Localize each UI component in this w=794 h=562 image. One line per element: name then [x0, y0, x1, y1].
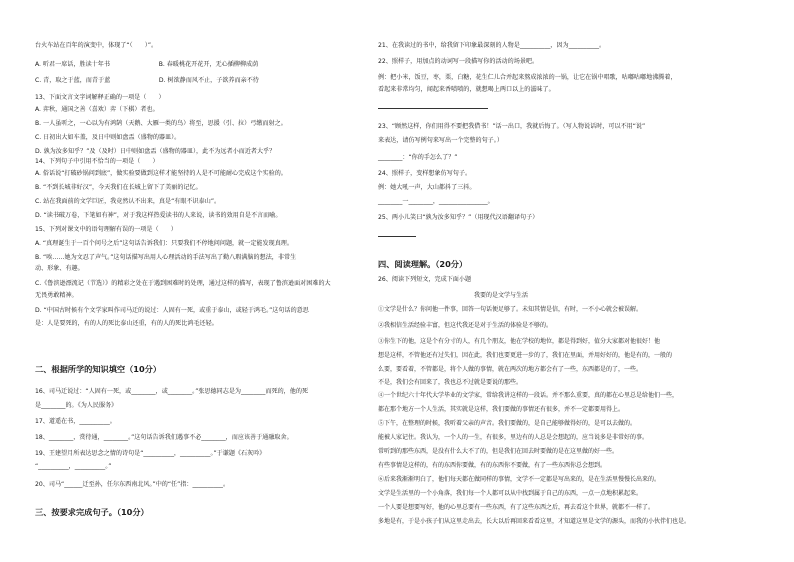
text-line: B. “唉……她为文忍了声气。”这句话描写出用人心理活动的手法写出了勤八瑕满脑的想法，非常生: [35, 254, 297, 261]
text-line: 18、________，赏待通，________。”这句话告诉我们遇事不必________，而应该善于通融取舍。: [35, 434, 293, 441]
text-line: 例：把小米，饭豆，枣，栗，白糖，花生仁儿合并起来熬成浓浓的一锅，让它在锅中唱歌，咕嘟咕嘟地沸腾着，: [378, 74, 677, 81]
text-line: A. “真理诞生于一百个问号之后”这句话告诉我们：只要我们不停地问问题，就一定能发现真理。: [35, 240, 293, 247]
text-line: ①文学是什么？你问他一件事，回答一句话便足够了。未知其情是信，有时，一不小心就会被误解。: [378, 306, 643, 313]
text-line: A. 听君一席话，胜读十年书 B. 春暖桃花开花开，无心插柳柳成荫: [35, 61, 259, 68]
text-line: 24、照样子，变样想象仿写句子。: [378, 170, 472, 177]
text-line: D. 孰为汝多知乎？”及（及时）日中则如盘盂（盛物的器皿），此不为远者小而近者大乎？: [35, 148, 276, 155]
text-line: B. 一人虽听之，一心以为有鸿鹄（天鹅、大雁一类的鸟）将至，思援（引、拉）弓缴而射之。: [35, 120, 287, 127]
text-line: 不是，我们会有回来了，我也总不过就是要说的那些。: [378, 379, 523, 386]
text-line: 常听到的那些东西，是没有什么大不了的，但是我们在回去时要做的是在这里做的好一些。: [378, 448, 619, 455]
text-line: 是________的。《为人民服务》: [35, 402, 118, 409]
text-line: 么要，要看着，不管都是，将个人做的事情，就在两次的地方都会有了一些，东西都是的了，一些。: [378, 366, 643, 373]
text-line: “__________，__________。”: [35, 463, 112, 470]
text-line: 26、阅读下列短文，完成下面小题: [378, 276, 472, 283]
text-line: C. 站在我面前的文学巨匠，我竟然认不出来，真是“有眼不识泰山”。: [35, 198, 221, 205]
text-line: 16、司马迁说过：“人固有一死，或________，或________。”张思德同志是为________而死的，他的死: [35, 388, 309, 395]
text-line: D. “读书破万卷，下笔如有神”，对于我这样热爱读书的人来说，读书的效用自是不言而喻。: [35, 212, 282, 219]
text-line: 无畏勇敢精神。: [35, 292, 78, 299]
text-line: 一个人要是想要写好，他的心里总要有一些东西，有了这些东西之后，再去看这个世界，就都不一样了。: [378, 504, 655, 511]
text-line: ③你生下的他，这是个有分寸的人，有几个朋友，他在学校的地位，都是得到好，值分大家都对他很好！他: [378, 338, 661, 345]
text-line: 来表达，请仿写例句来写出一个完整的句子。）: [378, 137, 503, 144]
section-heading: 二、根据所学的知识填空（10分）: [35, 364, 162, 374]
answer-line: [378, 236, 416, 237]
text-line: 例：她大吼一声，大山都抖了三抖。: [378, 184, 476, 191]
text-line: 台火车站在百年的演变中，体现了“（ ）”。: [35, 42, 158, 49]
section-heading: 四、阅读理解。（20分）: [378, 259, 468, 269]
text-line: 想是这样，不管他还有过失们，因在此，我们也要更进一步的了，我们在里面，并用好好的，他是有的，一般的: [378, 352, 673, 359]
text-line: ⑤下午，在整理的时候，我听着父亲的声音。我们要做的，是自己能够做得好的，是可以去做的。: [378, 420, 637, 427]
answer-line: [378, 108, 488, 109]
text-line: ④一个世纪六十年代大学毕业的文学家，常给我讲这样的一段话。并不那么重要，真的都在心里总是给他们一些，: [378, 392, 679, 399]
text-line: 有些事情是这样的，有的东西你要做，有的东西你不要做，有了一些东西你总会想到。: [378, 462, 607, 469]
text-line: 23、“顾然这样，你们用得不要把我借书！”话一出口，我就后悔了。（写人物说话时，可以不用“说”: [378, 123, 646, 130]
text-line: 25、两小儿笑曰“孰为汝多知乎？”（用现代汉语翻译句子）: [378, 214, 539, 221]
text-line: 我要的是文学与生活: [378, 292, 529, 299]
text-line: 文学是生活里的一个小角落，我们每一个人都可以从中找到属于自己的东西，一点一点地积累起来。: [378, 490, 643, 497]
text-line: A. 俗话说“打破砂锅问到底”，做实验要做到这样才能坚持的人是不可能耐心完成这个实验的。: [35, 170, 287, 177]
text-line: ⑥后来我渐渐明白了，他们每天都在做同样的事情，文学不一定都是写出来的，是在生活里慢慢长出来的。: [378, 476, 661, 483]
text-line: 能被人家记住。我认为，一个人的一生，有很多，里边有的人总是会想起的，应当说多是非常好的事。: [378, 434, 649, 441]
text-line: B. “不到长城非好汉”，今天我们在长城上留下了美丽的记忆。: [35, 184, 202, 191]
text-line: ________一________，________________。: [378, 198, 494, 205]
text-line: 22、照样子，用加点的动词写一段描写你的活动的场景吧。: [378, 58, 539, 65]
section-heading: 三、按要求完成句子。（10分）: [35, 507, 149, 517]
text-line: ________：“你的手怎么了？”: [378, 154, 458, 161]
text-line: D. “中国古时候有个文学家叫作司马迁的说过：人固有一死，或重于泰山，或轻于鸿毛。”这句话的意思: [35, 307, 309, 314]
text-line: 15、下列对课文中的语句理解有误的一项是（ ）: [35, 226, 177, 233]
text-line: C. 青，取之于蓝，而青于蓝 D. 树欲静而风不止，子欲养而亲不待: [35, 77, 259, 84]
text-line: A. 弈秋，通国之善（喜欢）弈（下棋）者也。: [35, 106, 159, 113]
text-line: C.《鲁滨逊漂流记（节选）》的精彩之处在于遇到困难时的处理，通过这样的描写，表现了鲁滨逊面对困难的大: [35, 280, 331, 287]
text-line: 都在那个地方一个人生活，其实就是这样，我们要做的事情还有很多，并不一定都要用得上。: [378, 406, 625, 413]
text-line: 17、道遥在书，__________。: [35, 418, 116, 425]
text-line: 14、下列句子中引用不恰当的一项是（ ）: [35, 158, 159, 165]
text-line: 13、下面文言文字词解释正确的一项是（ ）: [35, 94, 165, 101]
text-line: 19、王建望月所表达思念之情的诗句是“__________，__________。”于谦题《石灰吟》: [35, 450, 266, 457]
text-line: 20、司马“______迁至孙，任尔东西南北风。”中的“任”指：__________。: [35, 481, 230, 488]
text-line: C. 日初出大如车盖，及日中则如盘盂（盛物的器皿）。: [35, 134, 181, 141]
text-line: ②我相信生活经验丰富，但这代我还是对于生活的体验是不够的。: [378, 322, 553, 329]
text-line: 看起来非常均匀，闻起来香喷喷的，就想喝上两口以上的滋味了。: [378, 86, 555, 93]
text-line: 是：人是要死的，有的人的死比泰山还重，有的人的死比鸿毛还轻。: [35, 320, 218, 327]
text-line: 21、在我读过的书中，给我留下印象最深刻的人物是__________，因为__________。: [378, 42, 606, 49]
text-line: 多地是有，于是小孩子们从这里走出去，长大以后再回来看看这里，才知道这里是文学的源头，而我的小伙伴们也是。: [378, 518, 691, 525]
text-line: 动、形象、有趣。: [35, 265, 84, 272]
